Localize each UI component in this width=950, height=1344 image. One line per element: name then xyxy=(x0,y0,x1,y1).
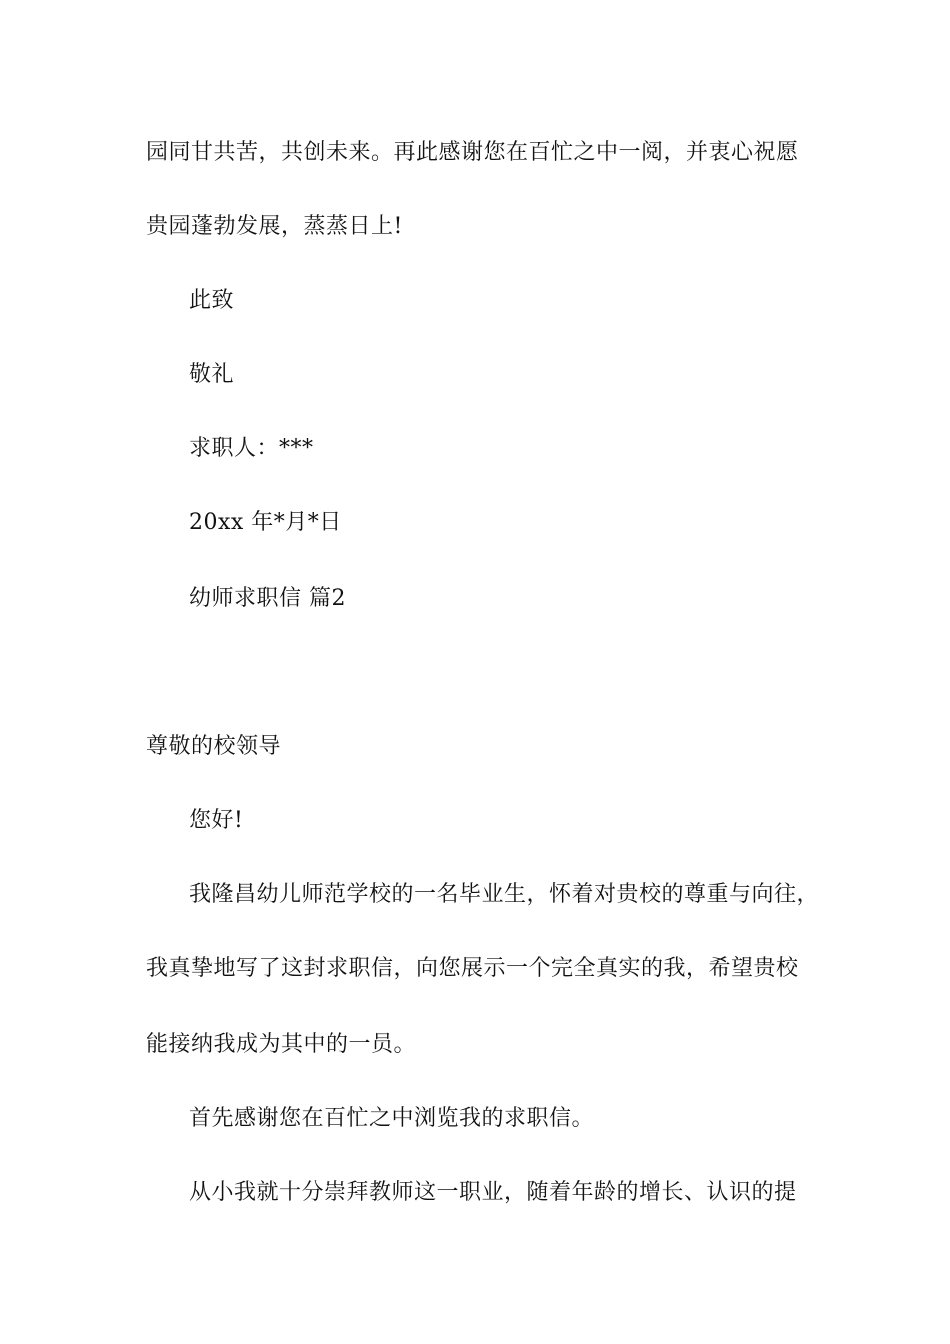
paragraph-line: 从小我就十分崇拜教师这一职业，随着年龄的增长、认识的提 xyxy=(189,1180,797,1205)
paragraph-line: 我真挚地写了这封求职信，向您展示一个完全真实的我，希望贵校 xyxy=(146,956,799,981)
date-line: 20xx 年*月*日 xyxy=(189,510,342,535)
greeting-line: 您好! xyxy=(189,808,244,833)
paragraph-line: 我隆昌幼儿师范学校的一名毕业生，怀着对贵校的尊重与向往， xyxy=(189,882,820,907)
paragraph-line: 能接纳我成为其中的一员。 xyxy=(146,1032,417,1057)
closing-regards: 敬礼 xyxy=(189,362,235,387)
signature-line: 求职人：*** xyxy=(189,436,314,461)
paragraph-line: 园同甘共苦，共创未来。再此感谢您在百忙之中一阅，并衷心祝愿 xyxy=(146,140,799,165)
paragraph-line: 首先感谢您在百忙之中浏览我的求职信。 xyxy=(189,1106,595,1131)
addressee-line: 尊敬的校领导 xyxy=(146,734,282,759)
closing-salutation: 此致 xyxy=(189,288,235,313)
paragraph-line: 贵园蓬勃发展，蒸蒸日上! xyxy=(146,214,403,239)
section-heading: 幼师求职信 篇2 xyxy=(189,586,346,611)
